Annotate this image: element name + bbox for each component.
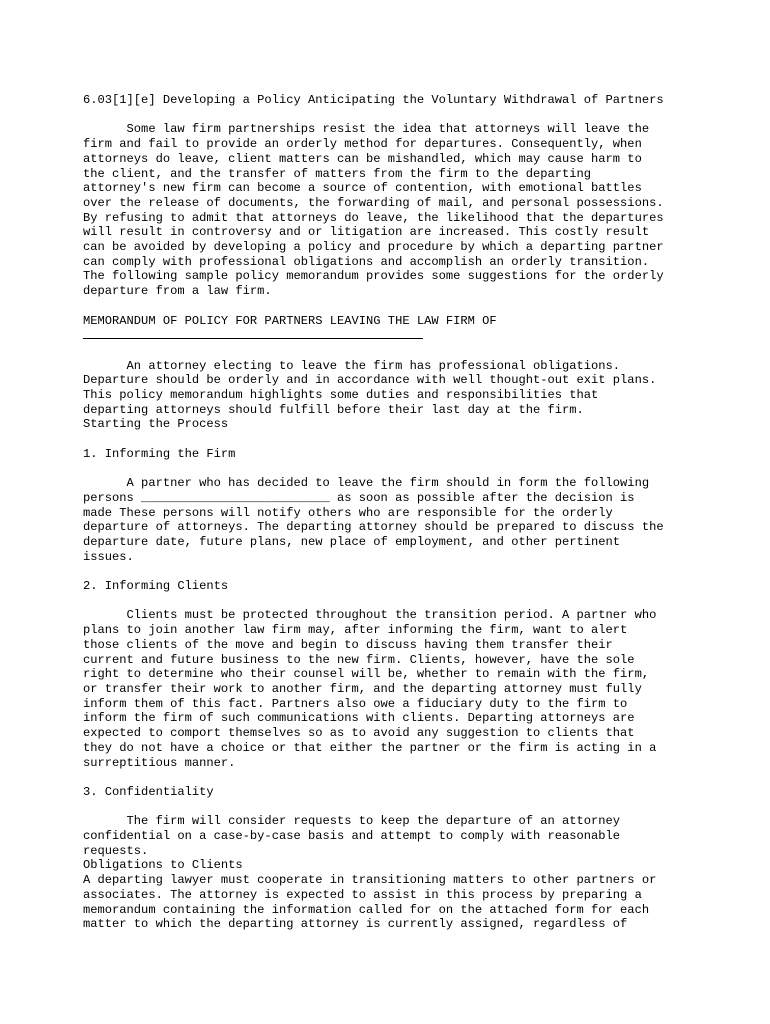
text-line: made These persons will notify others who are responsible for the orderly [83, 505, 613, 520]
text-line: right to determine who their counsel will be, whether to remain with the firm, [83, 667, 650, 682]
text-line: inform them of this fact. Partners also owe a fiduciary duty to the firm to [83, 696, 628, 711]
text-line: The following sample policy memorandum provides some suggestions for the orderly [83, 269, 664, 284]
text-line: A departing lawyer must cooperate in transitioning matters to other partners or [83, 873, 657, 888]
firm-name-blank-line [83, 328, 423, 339]
text-line: those clients of the move and begin to discuss having them transfer their [83, 637, 613, 652]
text-line: current and future business to the new firm. Clients, however, have the sole [83, 652, 635, 667]
memo-intro-paragraph [83, 359, 703, 433]
memo-title: MEMORANDUM OF POLICY FOR PARTNERS LEAVING THE LAW FIRM OF [83, 313, 497, 328]
text-line: attorneys do leave, client matters can be mishandled, which may cause harm to [83, 151, 642, 166]
text-line: or transfer their work to another firm, and the departing attorney must fully [83, 682, 642, 696]
text-line: An attorney electing to leave the firm has professional obligations. [83, 358, 621, 373]
text-line: attorney's new firm can become a source of contention, with emotional battles [83, 181, 642, 196]
text-line: issues. [83, 549, 134, 564]
text-line: the client, and the transfer of matters from the firm to the departing [83, 166, 592, 181]
intro-paragraph [83, 122, 703, 298]
text-line: will result in controversy and or litigation are increased. This costly result [83, 225, 650, 240]
text-line: This policy memorandum highlights some duties and responsibilities that [83, 388, 599, 402]
text-line: requests. [83, 843, 149, 858]
document-page [83, 93, 703, 932]
section-1-heading: 1. Informing the Firm [83, 446, 236, 461]
text-line: they do not have a choice or that either the partner or the firm is acting in a [83, 740, 657, 755]
document-heading: 6.03[1][e] Developing a Policy Anticipating the Voluntary Withdrawal of Partners [83, 93, 664, 107]
section-2-heading: 2. Informing Clients [83, 579, 229, 594]
text-line: plans to join another law firm may, after informing the firm, want to alert [83, 623, 628, 638]
section-2-body [83, 608, 703, 770]
text-line: departure from a law firm. [83, 284, 272, 299]
text-line: By refusing to admit that attorneys do leave, the likelihood that the departures [83, 210, 664, 225]
text-line: Departure should be orderly and in accordance with well thought-out exit plans. [83, 373, 657, 388]
text-line: expected to comport themselves so as to avoid any suggestion to clients that [83, 726, 635, 741]
text-line: firm and fail to provide an orderly method for departures. Consequently, when [83, 137, 642, 152]
text-line: A partner who has decided to leave the firm should in form the following [83, 476, 650, 491]
section-3-heading: 3. Confidentiality [83, 784, 214, 799]
text-line: persons __________________________ as soon as possible after the decision is [83, 490, 635, 505]
text-line: associates. The attorney is expected to assist in this process by preparing a [83, 887, 642, 902]
text-line: confidential on a case-by-case basis and attempt to comply with reasonable [83, 829, 621, 843]
text-line: departure of attorneys. The departing attorney should be prepared to discuss the [83, 520, 664, 535]
section-1-body [83, 476, 703, 564]
text-line: Some law firm partnerships resist the idea that attorneys will leave the [83, 122, 650, 137]
text-line: can be avoided by developing a policy and procedure by which a departing partner [83, 240, 664, 255]
subheading-starting-process: Starting the Process [83, 417, 229, 432]
text-line: departure date, future plans, new place of employment, and other pertinent [83, 535, 621, 549]
text-line: can comply with professional obligations and accomplish an orderly transition. [83, 254, 650, 269]
section-3-body [83, 814, 703, 932]
subheading-obligations-to-clients: Obligations to Clients [83, 858, 243, 873]
text-line: The firm will consider requests to keep the departure of an attorney [83, 814, 621, 829]
text-line: over the release of documents, the forwarding of mail, and personal possessions. [83, 195, 664, 210]
text-line: inform the firm of such communications with clients. Departing attorneys are [83, 711, 635, 726]
text-line: surreptitious manner. [83, 755, 236, 770]
text-line: matter to which the departing attorney is currently assigned, regardless of [83, 917, 628, 932]
text-line: memorandum containing the information called for on the attached form for each [83, 902, 650, 917]
text-line: departing attorneys should fulfill before their last day at the firm. [83, 402, 584, 417]
text-line: Clients must be protected throughout the transition period. A partner who [83, 608, 657, 623]
